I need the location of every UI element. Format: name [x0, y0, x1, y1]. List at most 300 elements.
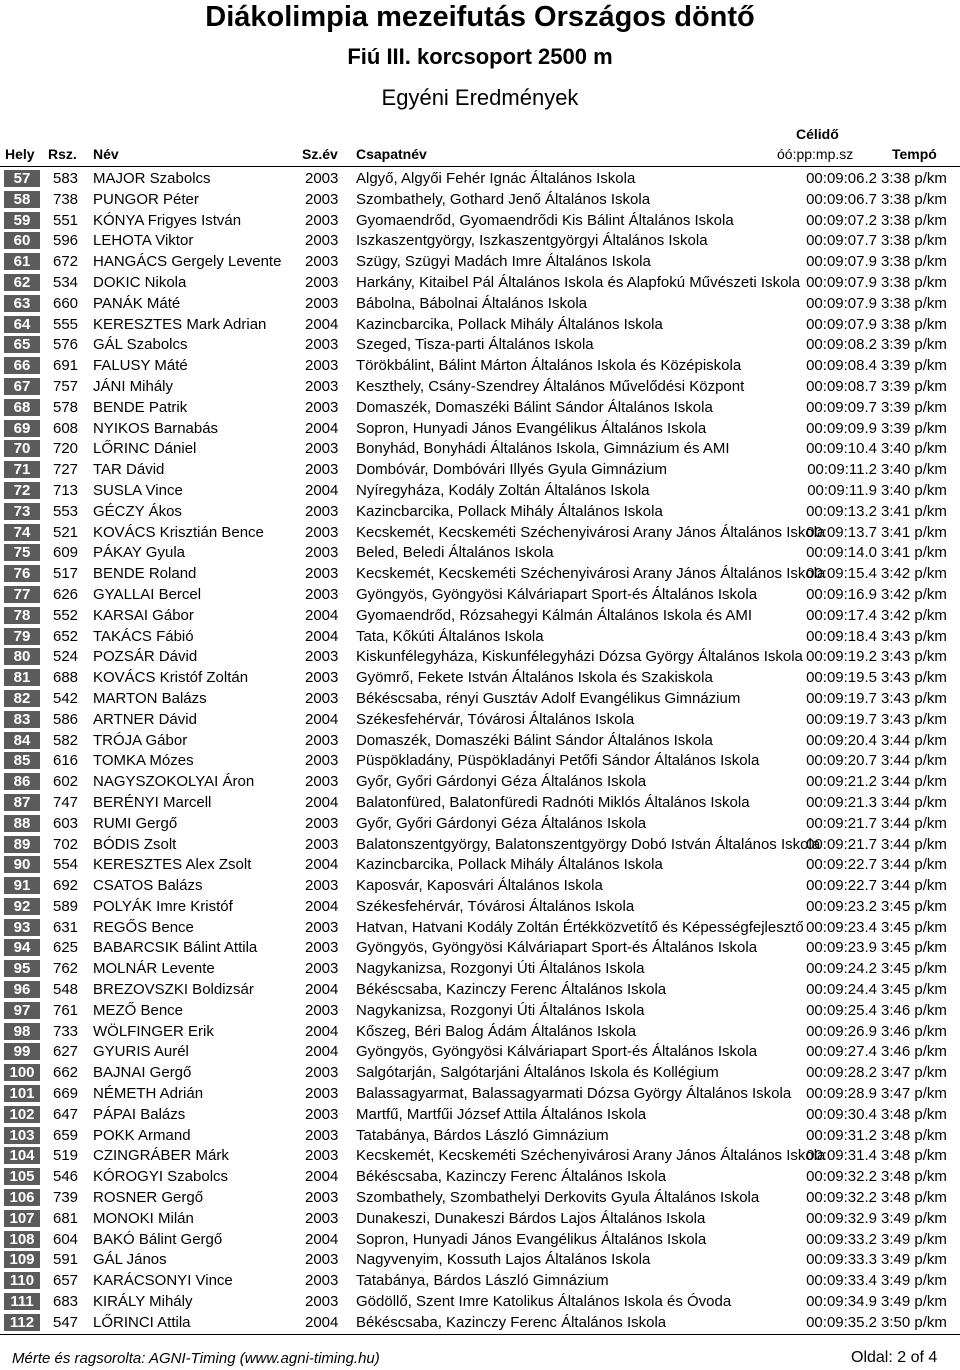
table-row	[0, 792, 960, 813]
table-row	[0, 1000, 960, 1021]
team-name: Gyöngyös, Gyöngyösi Kálváriapart Sport-és Általános Iskola	[356, 1043, 758, 1061]
finish-time: 00:09:31.2	[806, 1126, 877, 1144]
pace: 3:38 p/km	[881, 294, 947, 312]
birth-year: 2003	[305, 835, 339, 853]
table-row	[0, 1187, 960, 1208]
finish-time: 00:09:27.4	[806, 1043, 877, 1061]
pace: 3:45 p/km	[881, 960, 947, 978]
birth-year: 2004	[305, 856, 339, 874]
table-row	[0, 480, 960, 501]
athlete-name: BAKÓ Bálint Gergő	[93, 1230, 223, 1248]
birth-year: 2004	[305, 419, 339, 437]
pace: 3:39 p/km	[881, 336, 947, 354]
footer-divider	[0, 1334, 960, 1335]
birth-year: 2003	[305, 669, 339, 687]
team-name: Harkány, Kitaibel Pál Általános Iskola és Alapfokú Művészeti Iskola	[356, 273, 801, 291]
team-name: Sopron, Hunyadi János Evangélikus Általános Iskola	[356, 1230, 707, 1248]
team-name: Balassagyarmat, Balassagyarmati Dózsa György Általános Iskola	[356, 1085, 792, 1103]
pace: 3:45 p/km	[881, 897, 947, 915]
bib-number: 521	[53, 523, 79, 541]
col-header-time: Célidő	[796, 126, 839, 142]
table-row	[0, 501, 960, 522]
athlete-name: POZSÁR Dávid	[93, 648, 198, 666]
athlete-name: TRÓJA Gábor	[93, 731, 188, 749]
place-badge: 77	[4, 586, 40, 603]
team-name: Balatonfüred, Balatonfüredi Radnóti Miklós Általános Iskola	[356, 793, 750, 811]
athlete-name: LŐRINCI Attila	[93, 1313, 191, 1331]
team-name: Kazincbarcika, Pollack Mihály Általános Iskola	[356, 856, 663, 874]
table-row	[0, 1291, 960, 1312]
bib-number: 627	[53, 1043, 79, 1061]
finish-time: 00:09:22.7	[806, 856, 877, 874]
pace: 3:49 p/km	[881, 1209, 947, 1227]
pace: 3:48 p/km	[881, 1168, 947, 1186]
pace: 3:38 p/km	[881, 211, 947, 229]
athlete-name: TAKÁCS Fábió	[93, 627, 194, 645]
finish-time: 00:09:24.2	[806, 960, 877, 978]
pace: 3:42 p/km	[881, 606, 947, 624]
athlete-name: BERÉNYI Marcell	[93, 793, 212, 811]
team-name: Tata, Kőkúti Általános Iskola	[356, 627, 544, 645]
athlete-name: TAR Dávid	[93, 461, 165, 479]
pace: 3:43 p/km	[881, 689, 947, 707]
place-badge: 110	[4, 1272, 40, 1289]
pace: 3:45 p/km	[881, 918, 947, 936]
team-name: Kecskemét, Kecskeméti Széchenyivárosi Arany János Általános Iskola	[356, 565, 826, 583]
place-badge: 96	[4, 981, 40, 998]
finish-time: 00:09:21.3	[806, 793, 877, 811]
results-table	[0, 168, 960, 1333]
team-name: Gyomaendrőd, Rózsahegyi Kálmán Általános Iskola és AMI	[356, 606, 753, 624]
col-header-pace: Tempó	[892, 146, 937, 162]
finish-time: 00:09:23.2	[806, 897, 877, 915]
place-badge: 84	[4, 732, 40, 749]
athlete-name: PANÁK Máté	[93, 294, 181, 312]
finish-time: 00:09:20.7	[806, 752, 877, 770]
pace: 3:49 p/km	[881, 1293, 947, 1311]
team-name: Nyíregyháza, Kodály Zoltán Általános Iskola	[356, 481, 650, 499]
table-row	[0, 189, 960, 210]
timing-credit: Mérte és ragsorolta: AGNI-Timing (www.agni-timing.hu)	[12, 1350, 380, 1367]
finish-time: 00:09:07.9	[806, 315, 877, 333]
table-row	[0, 813, 960, 834]
birth-year: 2003	[305, 648, 339, 666]
bib-number: 757	[53, 377, 79, 395]
birth-year: 2003	[305, 689, 339, 707]
pace: 3:41 p/km	[881, 502, 947, 520]
finish-time: 00:09:08.7	[806, 377, 877, 395]
birth-year: 2003	[305, 1126, 339, 1144]
team-name: Székesfehérvár, Tóvárosi Általános Iskola	[356, 897, 635, 915]
team-name: Gyomaendrőd, Gyomaendrődi Kis Bálint Általános Iskola	[356, 211, 734, 229]
col-header-place: Hely	[5, 146, 35, 162]
team-name: Kecskemét, Kecskeméti Széchenyivárosi Arany János Általános Iskola	[356, 1147, 826, 1165]
bib-number: 652	[53, 627, 79, 645]
birth-year: 2003	[305, 1209, 339, 1227]
table-row	[0, 584, 960, 605]
team-name: Gyöngyös, Gyöngyösi Kálváriapart Sport-és Általános Iskola	[356, 585, 758, 603]
pace: 3:43 p/km	[881, 669, 947, 687]
bib-number: 762	[53, 960, 79, 978]
place-badge: 67	[4, 378, 40, 395]
finish-time: 00:09:09.7	[806, 398, 877, 416]
team-name: Dombóvár, Dombóvári Illyés Gyula Gimnázium	[356, 461, 667, 479]
athlete-name: GYALLAI Bercel	[93, 585, 202, 603]
athlete-name: PÁPAI Balázs	[93, 1105, 186, 1123]
bib-number: 747	[53, 793, 79, 811]
pace: 3:41 p/km	[881, 523, 947, 541]
table-row	[0, 688, 960, 709]
place-badge: 105	[4, 1168, 40, 1185]
birth-year: 2003	[305, 253, 339, 271]
table-row	[0, 854, 960, 875]
athlete-name: REGŐS Bence	[93, 918, 194, 936]
pace: 3:45 p/km	[881, 939, 947, 957]
bib-number: 609	[53, 544, 79, 562]
bib-number: 555	[53, 315, 79, 333]
athlete-name: NÉMETH Adrián	[93, 1085, 204, 1103]
birth-year: 2003	[305, 190, 339, 208]
pace: 3:40 p/km	[881, 461, 947, 479]
team-name: Szombathely, Gothard Jenő Általános Iskola	[356, 190, 651, 208]
pace: 3:44 p/km	[881, 835, 947, 853]
athlete-name: POLYÁK Imre Kristóf	[93, 897, 233, 915]
place-badge: 73	[4, 503, 40, 520]
finish-time: 00:09:33.2	[806, 1230, 877, 1248]
birth-year: 2004	[305, 981, 339, 999]
finish-time: 00:09:19.7	[806, 689, 877, 707]
place-badge: 63	[4, 295, 40, 312]
athlete-name: KÓROGYI Szabolcs	[93, 1168, 229, 1186]
team-name: Keszthely, Csány-Szendrey Általános Művelődési Központ	[356, 377, 745, 395]
birth-year: 2003	[305, 440, 339, 458]
place-badge: 86	[4, 773, 40, 790]
place-badge: 74	[4, 524, 40, 541]
finish-time: 00:09:35.2	[806, 1313, 877, 1331]
place-badge: 65	[4, 336, 40, 353]
pace: 3:38 p/km	[881, 232, 947, 250]
birth-year: 2004	[305, 1313, 339, 1331]
team-name: Bábolna, Bábolnai Általános Iskola	[356, 294, 587, 312]
finish-time: 00:09:10.4	[806, 440, 877, 458]
table-row	[0, 667, 960, 688]
table-row	[0, 355, 960, 376]
bib-number: 548	[53, 981, 79, 999]
table-row	[0, 210, 960, 231]
table-row	[0, 1208, 960, 1229]
place-badge: 107	[4, 1210, 40, 1227]
finish-time: 00:09:07.2	[806, 211, 877, 229]
place-badge: 78	[4, 607, 40, 624]
pace: 3:44 p/km	[881, 793, 947, 811]
birth-year: 2004	[305, 606, 339, 624]
place-badge: 93	[4, 919, 40, 936]
table-row	[0, 1104, 960, 1125]
athlete-name: SUSLA Vince	[93, 481, 183, 499]
place-badge: 111	[4, 1293, 40, 1310]
finish-time: 00:09:07.7	[806, 232, 877, 250]
pace: 3:44 p/km	[881, 814, 947, 832]
table-row	[0, 418, 960, 439]
birth-year: 2003	[305, 773, 339, 791]
place-badge: 81	[4, 669, 40, 686]
finish-time: 00:09:11.9	[807, 481, 877, 499]
table-row	[0, 917, 960, 938]
team-name: Kiskunfélegyháza, Kiskunfélegyházi Dózsa György Általános Iskola	[356, 648, 803, 666]
col-header-name: Név	[93, 146, 119, 162]
athlete-name: BENDE Patrik	[93, 398, 188, 416]
bib-number: 739	[53, 1189, 79, 1207]
birth-year: 2003	[305, 565, 339, 583]
table-row	[0, 1229, 960, 1250]
team-name: Balatonszentgyörgy, Balatonszentgyörgy Dobó István Általános Iskola	[356, 835, 821, 853]
bib-number: 554	[53, 856, 79, 874]
bib-number: 660	[53, 294, 79, 312]
finish-time: 00:09:17.4	[806, 606, 877, 624]
birth-year: 2004	[305, 1230, 339, 1248]
table-row	[0, 626, 960, 647]
table-row	[0, 730, 960, 751]
finish-time: 00:09:15.4	[806, 565, 877, 583]
place-badge: 108	[4, 1231, 40, 1248]
bib-number: 608	[53, 419, 79, 437]
team-name: Tatabánya, Bárdos László Gimnázium	[356, 1272, 609, 1290]
table-row	[0, 1062, 960, 1083]
team-name: Bonyhád, Bonyhádi Általános Iskola, Gimnázium és AMI	[356, 440, 730, 458]
table-row	[0, 1125, 960, 1146]
team-name: Győr, Győri Gárdonyi Géza Általános Iskola	[356, 814, 647, 832]
team-name: Győr, Győri Gárdonyi Géza Általános Iskola	[356, 773, 647, 791]
athlete-name: KERESZTES Mark Adrian	[93, 315, 267, 333]
birth-year: 2003	[305, 211, 339, 229]
finish-time: 00:09:32.2	[806, 1168, 877, 1186]
bib-number: 713	[53, 481, 79, 499]
table-row	[0, 459, 960, 480]
pace: 3:39 p/km	[881, 377, 947, 395]
bib-number: 683	[53, 1293, 79, 1311]
team-name: Szombathely, Szombathelyi Derkovits Gyula Általános Iskola	[356, 1189, 760, 1207]
team-name: Nagykanizsa, Rozgonyi Úti Általános Iskola	[356, 960, 645, 978]
athlete-name: ARTNER Dávid	[93, 710, 197, 728]
col-header-team: Csapatnév	[356, 146, 427, 162]
birth-year: 2003	[305, 814, 339, 832]
birth-year: 2003	[305, 232, 339, 250]
birth-year: 2003	[305, 377, 339, 395]
bib-number: 727	[53, 461, 79, 479]
athlete-name: KOVÁCS Kristóf Zoltán	[93, 669, 249, 687]
team-name: Salgótarján, Salgótarjáni Általános Iskola és Kollégium	[356, 1064, 719, 1082]
place-badge: 106	[4, 1189, 40, 1206]
team-name: Gödöllő, Szent Imre Katolikus Általános Iskola és Óvoda	[356, 1293, 732, 1311]
bib-number: 626	[53, 585, 79, 603]
birth-year: 2003	[305, 1085, 339, 1103]
table-row	[0, 168, 960, 189]
team-name: Békéscsaba, Kazinczy Ferenc Általános Iskola	[356, 1313, 667, 1331]
table-row	[0, 605, 960, 626]
finish-time: 00:09:07.9	[806, 294, 877, 312]
bib-number: 517	[53, 565, 79, 583]
team-name: Dunakeszi, Dunakeszi Bárdos Lajos Általános Iskola	[356, 1209, 706, 1227]
team-name: Kazincbarcika, Pollack Mihály Általános Iskola	[356, 502, 663, 520]
table-row	[0, 750, 960, 771]
page-title: Diákolimpia mezeifutás Országos döntő	[205, 1, 755, 33]
pace: 3:44 p/km	[881, 773, 947, 791]
place-badge: 66	[4, 357, 40, 374]
bib-number: 604	[53, 1230, 79, 1248]
bib-number: 552	[53, 606, 79, 624]
table-row	[0, 1270, 960, 1291]
birth-year: 2003	[305, 1272, 339, 1290]
finish-time: 00:09:08.4	[806, 357, 877, 375]
table-row	[0, 979, 960, 1000]
col-header-bib: Rsz.	[48, 146, 77, 162]
birth-year: 2003	[305, 523, 339, 541]
place-badge: 69	[4, 420, 40, 437]
place-badge: 64	[4, 316, 40, 333]
athlete-name: KERESZTES Alex Zsolt	[93, 856, 252, 874]
finish-time: 00:09:07.9	[806, 253, 877, 271]
athlete-name: MAJOR Szabolcs	[93, 170, 211, 187]
birth-year: 2003	[305, 1064, 339, 1082]
birth-year: 2003	[305, 877, 339, 895]
athlete-name: GYURIS Aurél	[93, 1043, 189, 1061]
place-badge: 60	[4, 232, 40, 249]
team-name: Kőszeg, Béri Balog Ádám Általános Iskola	[356, 1022, 637, 1040]
birth-year: 2003	[305, 273, 339, 291]
bib-number: 761	[53, 1001, 79, 1019]
bib-number: 519	[53, 1147, 79, 1165]
pace: 3:46 p/km	[881, 1043, 947, 1061]
team-name: Sopron, Hunyadi János Evangélikus Általános Iskola	[356, 419, 707, 437]
bib-number: 596	[53, 232, 79, 250]
bib-number: 583	[53, 170, 79, 187]
birth-year: 2003	[305, 294, 339, 312]
table-row	[0, 522, 960, 543]
athlete-name: KARÁCSONYI Vince	[93, 1272, 233, 1290]
pace: 3:46 p/km	[881, 1001, 947, 1019]
header-divider	[0, 166, 960, 167]
birth-year: 2003	[305, 918, 339, 936]
place-badge: 58	[4, 191, 40, 208]
team-name: Kazincbarcika, Pollack Mihály Általános Iskola	[356, 315, 663, 333]
place-badge: 89	[4, 836, 40, 853]
bib-number: 546	[53, 1168, 79, 1186]
finish-time: 00:09:33.4	[806, 1272, 877, 1290]
place-badge: 59	[4, 212, 40, 229]
place-badge: 87	[4, 794, 40, 811]
athlete-name: TOMKA Mózes	[93, 752, 194, 770]
birth-year: 2004	[305, 1022, 339, 1040]
birth-year: 2003	[305, 1105, 339, 1123]
finish-time: 00:09:28.2	[806, 1064, 877, 1082]
bib-number: 672	[53, 253, 79, 271]
place-badge: 112	[4, 1314, 40, 1331]
col-header-year: Sz.év	[302, 146, 338, 162]
pace: 3:47 p/km	[881, 1085, 947, 1103]
finish-time: 00:09:19.5	[806, 669, 877, 687]
place-badge: 102	[4, 1106, 40, 1123]
place-badge: 103	[4, 1127, 40, 1144]
table-row	[0, 1312, 960, 1333]
pace: 3:38 p/km	[881, 170, 947, 187]
finish-time: 00:09:16.9	[806, 585, 877, 603]
bib-number: 616	[53, 752, 79, 770]
finish-time: 00:09:30.4	[806, 1105, 877, 1123]
athlete-name: CZINGRÁBER Márk	[93, 1147, 229, 1165]
table-row	[0, 834, 960, 855]
table-row	[0, 1145, 960, 1166]
table-row	[0, 1083, 960, 1104]
athlete-name: JÁNI Mihály	[93, 377, 174, 395]
birth-year: 2004	[305, 710, 339, 728]
team-name: Domaszék, Domaszéki Bálint Sándor Általános Iskola	[356, 731, 713, 749]
pace: 3:43 p/km	[881, 648, 947, 666]
team-name: Székesfehérvár, Tóvárosi Általános Iskola	[356, 710, 635, 728]
pace: 3:48 p/km	[881, 1126, 947, 1144]
finish-time: 00:09:23.4	[806, 918, 877, 936]
bib-number: 688	[53, 669, 79, 687]
team-name: Gyöngyös, Gyöngyösi Kálváriapart Sport-és Általános Iskola	[356, 939, 758, 957]
birth-year: 2003	[305, 585, 339, 603]
pace: 3:42 p/km	[881, 565, 947, 583]
bib-number: 659	[53, 1126, 79, 1144]
birth-year: 2004	[305, 315, 339, 333]
team-name: Iszkaszentgyörgy, Iszkaszentgyörgyi Általános Iskola	[356, 232, 708, 250]
place-badge: 68	[4, 399, 40, 416]
athlete-name: GÁL Szabolcs	[93, 336, 188, 354]
birth-year: 2003	[305, 544, 339, 562]
bib-number: 657	[53, 1272, 79, 1290]
place-badge: 100	[4, 1064, 40, 1081]
athlete-name: NYIKOS Barnabás	[93, 419, 219, 437]
finish-time: 00:09:28.9	[806, 1085, 877, 1103]
finish-time: 00:09:19.2	[806, 648, 877, 666]
finish-time: 00:09:22.7	[806, 877, 877, 895]
finish-time: 00:09:25.4	[806, 1001, 877, 1019]
place-badge: 75	[4, 544, 40, 561]
table-row	[0, 958, 960, 979]
bib-number: 578	[53, 398, 79, 416]
bib-number: 589	[53, 897, 79, 915]
bib-number: 551	[53, 211, 79, 229]
athlete-name: MOLNÁR Levente	[93, 960, 215, 978]
bib-number: 669	[53, 1085, 79, 1103]
pace: 3:40 p/km	[881, 481, 947, 499]
finish-time: 00:09:26.9	[806, 1022, 877, 1040]
team-name: Szügy, Szügyi Madách Imre Általános Iskola	[356, 253, 651, 271]
pace: 3:47 p/km	[881, 1064, 947, 1082]
finish-time: 00:09:09.9	[806, 419, 877, 437]
place-badge: 80	[4, 648, 40, 665]
birth-year: 2003	[305, 461, 339, 479]
table-row	[0, 251, 960, 272]
pace: 3:45 p/km	[881, 981, 947, 999]
pace: 3:50 p/km	[881, 1313, 947, 1331]
bib-number: 534	[53, 273, 79, 291]
finish-time: 00:09:06.7	[806, 190, 877, 208]
birth-year: 2003	[305, 502, 339, 520]
place-badge: 76	[4, 565, 40, 582]
birth-year: 2003	[305, 170, 339, 187]
finish-time: 00:09:23.9	[806, 939, 877, 957]
finish-time: 00:09:08.2	[806, 336, 877, 354]
pace: 3:39 p/km	[881, 419, 947, 437]
finish-time: 00:09:13.7	[806, 523, 877, 541]
athlete-name: GÉCZY Ákos	[93, 502, 182, 520]
place-badge: 98	[4, 1023, 40, 1040]
bib-number: 738	[53, 190, 79, 208]
bib-number: 692	[53, 877, 79, 895]
